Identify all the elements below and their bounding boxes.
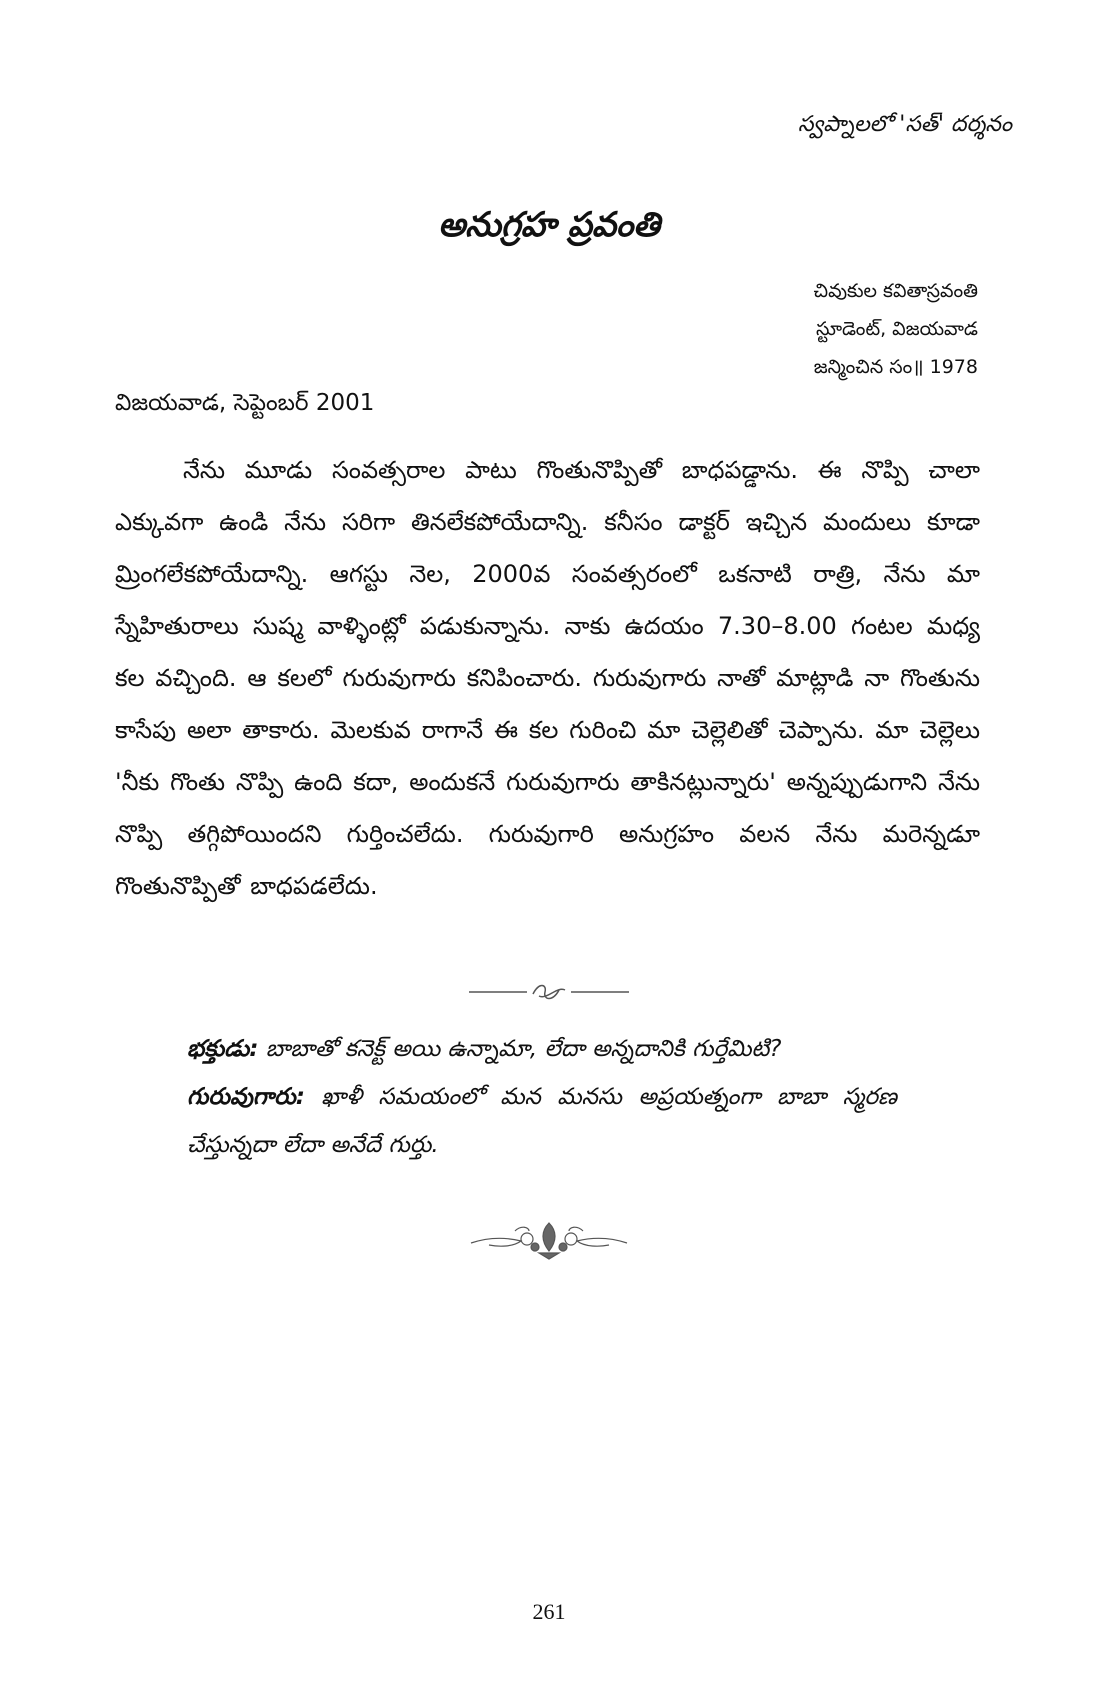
page-title: అనుగ్రహ ప్రవంతి [438, 205, 660, 245]
author-name: చివుకుల కవితాస్రవంతి [813, 280, 978, 302]
guru-label: గురువుగారు: [187, 1084, 305, 1110]
author-block [814, 272, 978, 386]
divider-ornament-icon [469, 980, 629, 1004]
dateline: విజయవాడ, సెప్టెంబర్ 2001 [115, 390, 375, 416]
guru-answer: ఖాళీ సమయంలో మన మనసు అప్రయత్నంగా బాబా స్మరణ చేస్తున్నదా లేదా అనేదే గుర్తు. [187, 1084, 897, 1158]
author-born: జన్మించిన సం॥ 1978 [813, 356, 978, 378]
guru-line [187, 1073, 897, 1169]
devotee-label: భక్తుడు: [187, 1036, 259, 1062]
devotee-line [187, 1025, 897, 1073]
dialogue-block [187, 1025, 897, 1169]
devotee-question: బాబాతో కనెక్ట్ అయి ఉన్నామా, లేదా అన్నదానికి గుర్తేమిటి? [265, 1036, 782, 1062]
author-role: స్టూడెంట్, విజయవాడ [816, 318, 978, 340]
page-number: 261 [532, 1599, 566, 1624]
body-paragraph: నేను మూడు సంవత్సరాల పాటు గొంతునొప్పితో బాధపడ్డాను. ఈ నొప్పి చాలా ఎక్కువగా ఉండి నేను సరిగా తినలేకపోయేదాన్ని. కనీసం డాక్టర్ ఇచ్చిన మందులు కూడా మ్రింగలేకపోయేదాన్ని. ఆగస్టు నెల, 2000వ సంవత్సరంలో ఒకనాటి రాత్రి, నేను మా స్నేహితురాలు సుష్మ వాళ్ళింట్లో పడుకున్నాను. నాకు ఉదయం 7.30–8.00 గంటల మధ్య కల వచ్చింది. ఆ కలలో గురువుగారు కనిపించారు. గురువుగారు నాతో మాట్లాడి నా గొంతును కాసేపు అలా తాకారు. మెలకువ రాగానే ఈ కల గురించి మా చెల్లెలితో చెప్పాను. మా చెల్లెలు 'నీకు గొంతు నొప్పి ఉంది కదా, అందుకనే గురువుగారు తాకినట్లున్నారు' అన్నప్పుడుగాని నేను నొప్పి తగ్గిపోయిందని గుర్తించలేదు. గురువుగారి అనుగ్రహం వలన నేను మరెన్నడూ గొంతునొప్పితో బాధపడలేదు. [115, 456, 980, 900]
running-head: స్వప్నాలలో 'సత్' దర్శనం [798, 112, 1012, 137]
flourish-ornament-icon [469, 1217, 629, 1261]
